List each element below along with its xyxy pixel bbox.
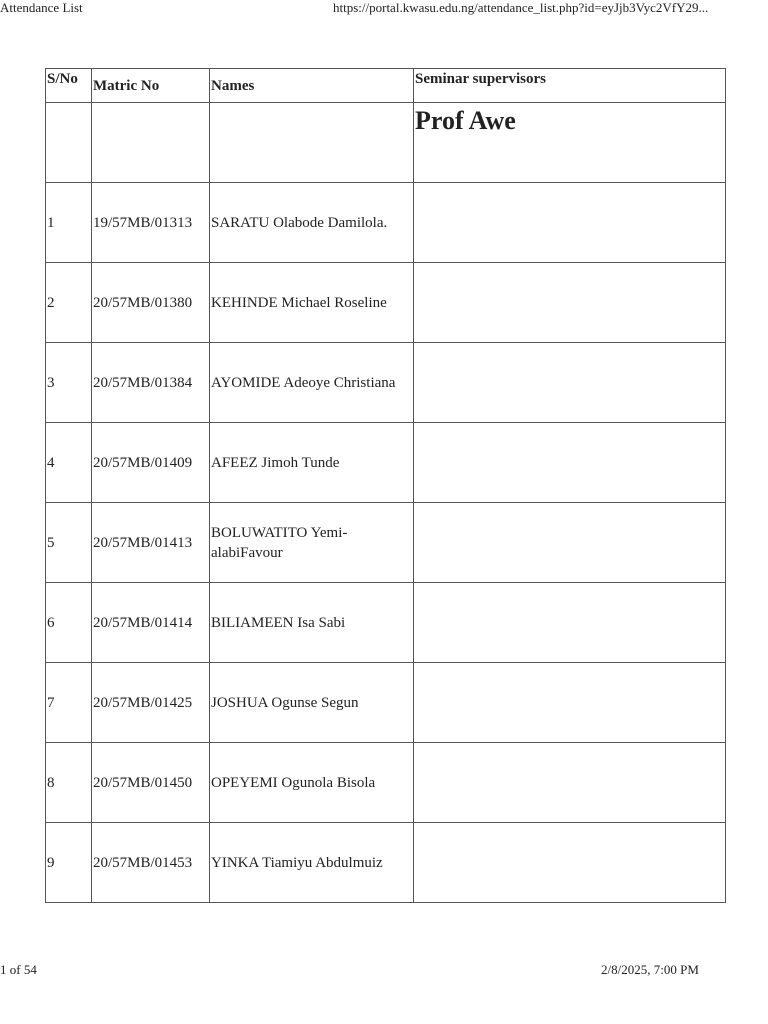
row-sno: 4 [46,423,92,503]
row-supervisor-cell [414,663,726,743]
row-sno: 2 [46,263,92,343]
print-header-url: https://portal.kwasu.edu.ng/attendance_list.php?id=eyJjb3Vyc2VfY29... [333,0,709,15]
row-sno: 7 [46,663,92,743]
supervisor-name: Prof Awe [415,106,516,135]
row-name: BILIAMEEN Isa Sabi [210,583,414,663]
row-sno: 5 [46,503,92,583]
row-supervisor-cell [414,743,726,823]
row-name: OPEYEMI Ogunola Bisola [210,743,414,823]
table-row [46,743,726,823]
header-seminar-supervisors: Seminar supervisors [414,69,726,103]
row-sno: 9 [46,823,92,903]
row-supervisor-cell [414,823,726,903]
table-row [46,343,726,423]
supervisor-blank-cell [92,103,210,183]
row-matric-no: 20/57MB/01450 [92,743,210,823]
row-sno: 6 [46,583,92,663]
supervisor-cell [414,103,726,183]
row-supervisor-cell [414,583,726,663]
row-matric-no: 19/57MB/01313 [92,183,210,263]
row-sno: 8 [46,743,92,823]
row-matric-no: 20/57MB/01425 [92,663,210,743]
row-name: JOSHUA Ogunse Segun [210,663,414,743]
row-name: YINKA Tiamiyu Abdulmuiz [210,823,414,903]
table-row [46,663,726,743]
row-name: BOLUWATITO Yemi-alabiFavour [210,503,414,583]
row-matric-no: 20/57MB/01414 [92,583,210,663]
row-name: KEHINDE Michael Roseline [210,263,414,343]
table-row [46,583,726,663]
header-sno: S/No [46,69,92,103]
row-matric-no: 20/57MB/01384 [92,343,210,423]
table-row [46,823,726,903]
supervisor-row [46,103,726,183]
table-row [46,423,726,503]
table-row [46,183,726,263]
row-sno: 3 [46,343,92,423]
row-sno: 1 [46,183,92,263]
row-supervisor-cell [414,343,726,423]
row-matric-no: 20/57MB/01380 [92,263,210,343]
header-matric-no: Matric No [92,69,210,103]
print-footer-datetime: 2/8/2025, 7:00 PM [601,962,699,977]
row-matric-no: 20/57MB/01453 [92,823,210,903]
row-name: SARATU Olabode Damilola. [210,183,414,263]
print-footer-page-count: 1 of 54 [0,962,37,977]
row-name: AFEEZ Jimoh Tunde [210,423,414,503]
row-name: AYOMIDE Adeoye Christiana [210,343,414,423]
table-row [46,263,726,343]
supervisor-blank-cell [210,103,414,183]
header-names: Names [210,69,414,103]
row-supervisor-cell [414,423,726,503]
row-matric-no: 20/57MB/01413 [92,503,210,583]
print-header-title: Attendance List [0,0,83,15]
table-header-row [46,69,726,103]
attendance-table [45,68,726,903]
table-row [46,503,726,583]
row-supervisor-cell [414,183,726,263]
supervisor-blank-cell [46,103,92,183]
row-matric-no: 20/57MB/01409 [92,423,210,503]
row-supervisor-cell [414,263,726,343]
row-supervisor-cell [414,503,726,583]
